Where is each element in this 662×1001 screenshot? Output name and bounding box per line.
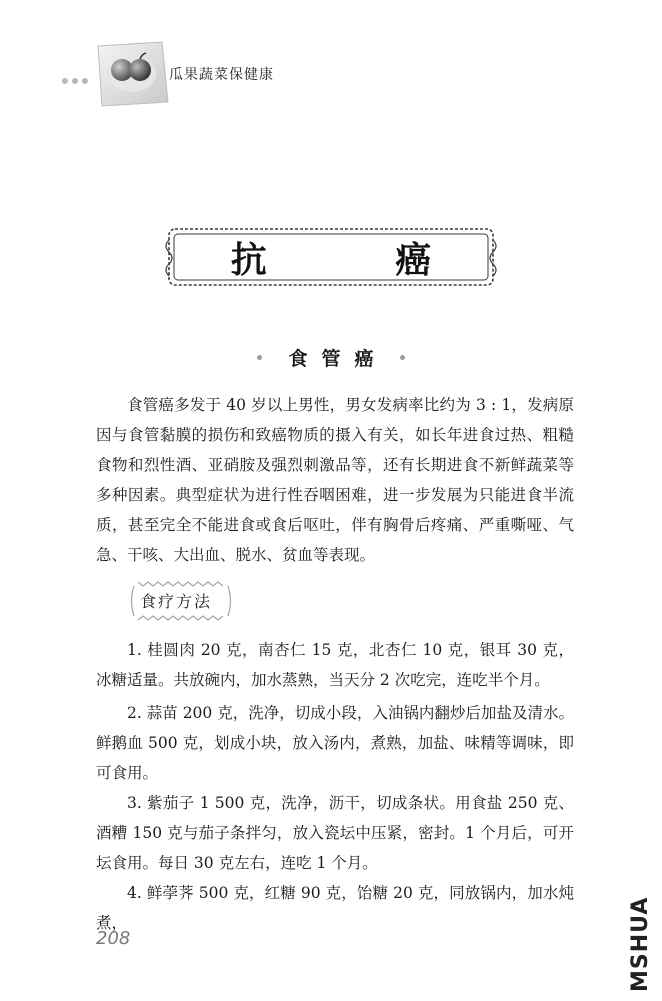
section-title: 食管癌 (288, 348, 388, 370)
section-heading-dot (400, 355, 405, 360)
section-heading-dot (257, 355, 262, 360)
chapter-title: 抗 癌 (230, 238, 490, 281)
running-title: 瓜果蔬菜保健康 (169, 67, 274, 83)
header-dot (72, 78, 78, 84)
intro-paragraph: 食管癌多发于 40 岁以上男性，男女发病率比约为 3 : 1，发病原因与食管黏膜的损伤和致癌物质的摄入有关，如长年进食过热、粗糙食物和烈性酒、亚硝胺及强烈刺激品等，还有长期进食不新鲜蔬菜等多种因素。典型症状为进行性吞咽困难，进一步发展为只能进食半流质，甚至完全不能进食或食后呕吐，伴有胸骨后疼痛、严重嘶哑、气急、干咳、大出血、脱水、贫血等表现。 (96, 396, 574, 564)
header-dot (82, 78, 88, 84)
section-heading (0, 344, 662, 371)
page-number: 208 (96, 928, 131, 949)
header-dot (62, 78, 68, 84)
header-dots (62, 69, 92, 88)
recipes-heading: 食疗方法 (140, 592, 213, 611)
recipe-item: 1. 桂圆肉 20 克，南杏仁 15 克，北杏仁 10 克，银耳 30 克，冰糖适量。共放碗内，加水蒸熟，当天分 2 次吃完，连吃半个月。 (96, 641, 574, 689)
recipe-item: 4. 鲜荸荠 500 克，红糖 90 克，饴糖 20 克，同放锅内，加水炖煮， (96, 884, 574, 932)
recipe-item: 2. 蒜苗 200 克，洗净，切成小段，入油锅内翻炒后加盐及清水。鲜鹅血 500 克，划成小块，放入汤内，煮熟，加盐、味精等调味，即可食用。 (96, 704, 574, 782)
page-header (62, 40, 362, 110)
watermark: MSHUA (628, 896, 653, 992)
recipe-item: 3. 紫茄子 1 500 克，洗净，沥干，切成条状。用食盐 250 克、酒糟 150 克与茄子条拌匀，放入瓷坛中压紧，密封。1 个月后，可开坛食用。每日 30 克左右，连吃 1 个月。 (96, 794, 574, 872)
